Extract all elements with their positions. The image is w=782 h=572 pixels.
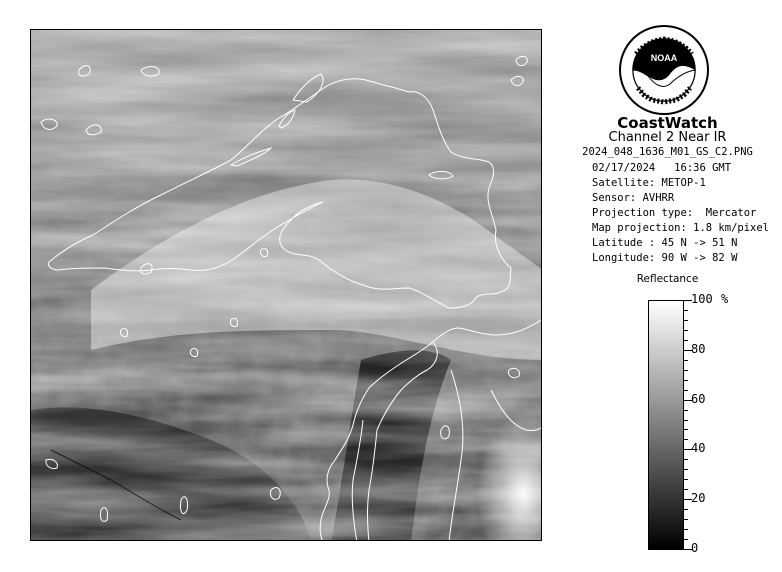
colorbar-minor-tick bbox=[684, 320, 688, 321]
legend-unit: % bbox=[721, 292, 729, 306]
colorbar-tick-label: 60 bbox=[691, 392, 706, 406]
datetime-label: 02/17/2024 16:36 GMT bbox=[592, 162, 732, 174]
colorbar-tick-label: 20 bbox=[691, 491, 706, 505]
colorbar-tick-label: 100 bbox=[691, 292, 713, 306]
filename-label: 2024_048_1636_M01_GS_C2.PNG bbox=[582, 146, 753, 158]
colorbar-minor-tick bbox=[684, 390, 688, 391]
colorbar-minor-tick bbox=[684, 479, 688, 480]
legend-title: Reflectance bbox=[636, 273, 699, 285]
noaa-logo-icon bbox=[618, 24, 710, 116]
colorbar-minor-tick bbox=[684, 469, 688, 470]
colorbar-minor-tick bbox=[684, 380, 688, 381]
colorbar-minor-tick bbox=[684, 360, 688, 361]
colorbar-minor-tick bbox=[684, 529, 688, 530]
colorbar-minor-tick bbox=[684, 459, 688, 460]
colorbar-minor-tick bbox=[684, 410, 688, 411]
satellite-label: Satellite: METOP-1 bbox=[592, 177, 706, 189]
logo-center-text: NOAA bbox=[650, 53, 678, 63]
reflectance-colorbar bbox=[648, 300, 684, 550]
colorbar-minor-tick bbox=[684, 310, 688, 311]
colorbar-tick-label: 40 bbox=[691, 441, 706, 455]
colorbar-tick-label: 0 bbox=[691, 541, 699, 555]
map-projection-label: Map projection: 1.8 km/pixel bbox=[592, 222, 770, 234]
colorbar-minor-tick bbox=[684, 370, 688, 371]
colorbar-minor-tick bbox=[684, 509, 688, 510]
colorbar-minor-tick bbox=[684, 489, 688, 490]
brand-title: CoastWatch bbox=[617, 114, 718, 132]
latitude-label: Latitude : 45 N -> 51 N bbox=[592, 237, 738, 249]
satellite-image bbox=[31, 30, 542, 541]
colorbar-minor-tick bbox=[684, 340, 688, 341]
colorbar-tick-label: 80 bbox=[691, 342, 706, 356]
colorbar-minor-tick bbox=[684, 439, 688, 440]
projection-type-label: Projection type: Mercator bbox=[592, 207, 757, 219]
sensor-label: Sensor: AVHRR bbox=[592, 192, 675, 204]
longitude-label: Longitude: 90 W -> 82 W bbox=[592, 252, 738, 264]
colorbar-minor-tick bbox=[684, 539, 688, 540]
colorbar-minor-tick bbox=[684, 519, 688, 520]
colorbar-minor-tick bbox=[684, 429, 688, 430]
colorbar-minor-tick bbox=[684, 330, 688, 331]
colorbar-minor-tick bbox=[684, 420, 688, 421]
satellite-image-panel bbox=[30, 29, 542, 541]
channel-label: Channel 2 Near IR bbox=[608, 130, 727, 145]
